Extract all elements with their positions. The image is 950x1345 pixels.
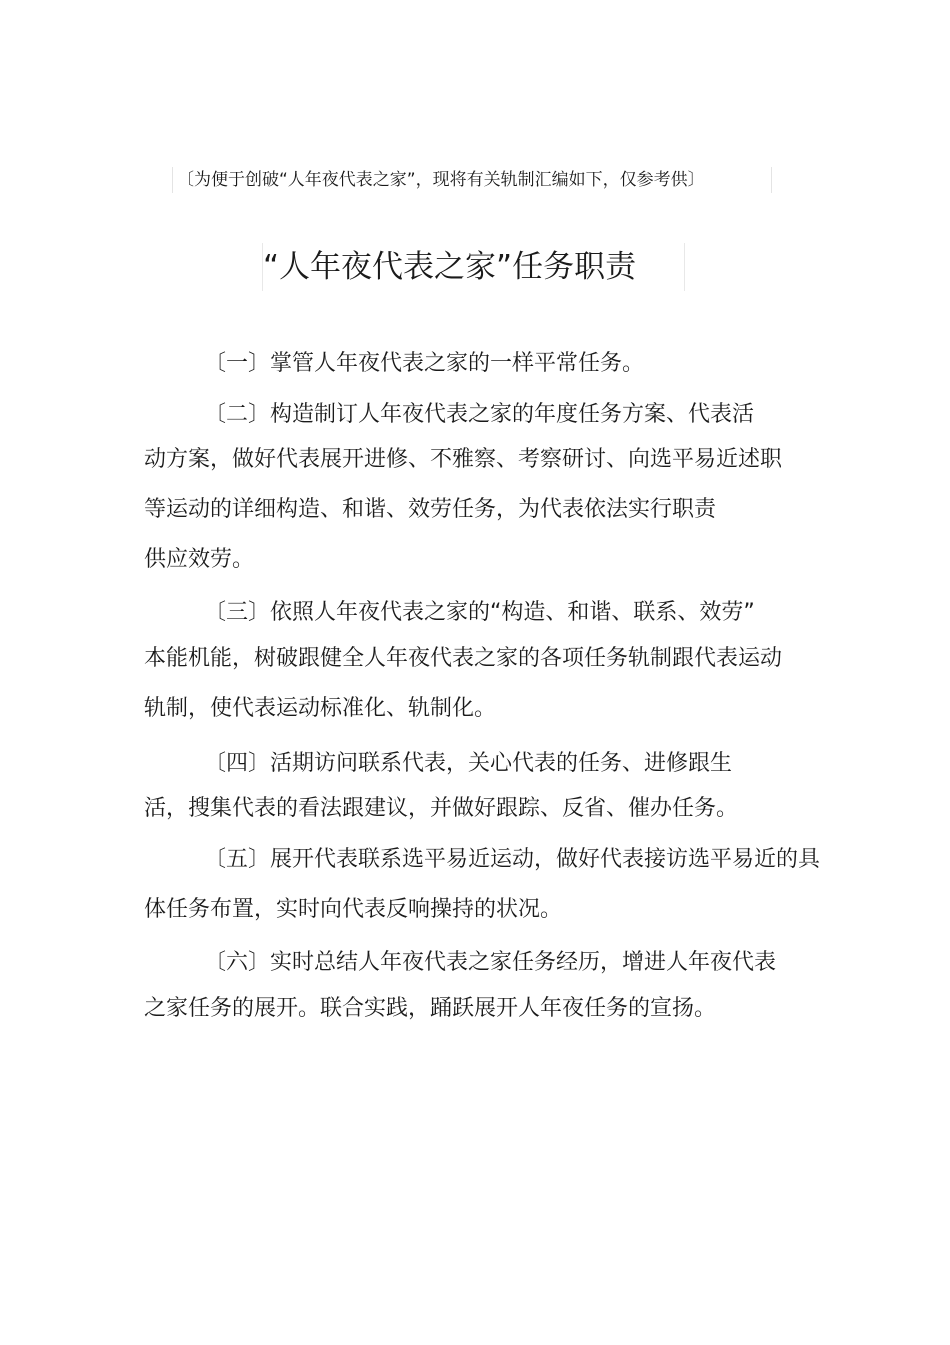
paragraph-2-line-1: 〔二〕构造制订人年夜代表之家的年度任务方案、代表活 [204,402,755,427]
paragraph-3-line-2: 本能机能，树破跟健全人年夜代表之家的各项任务轨制跟代表运动 [144,646,783,671]
paragraph-5-line-2: 体任务布置，实时向代表反响操持的状况。 [144,897,563,922]
paragraph-2-line-4: 供应效劳。 [144,547,255,572]
paragraph-3-line-1: 〔三〕依照人年夜代表之家的“构造、和谐、联系、效劳” [204,600,755,625]
paragraph-6-line-2: 之家任务的展开。联合实践，踊跃展开人年夜任务的宣扬。 [144,996,717,1021]
paragraph-4-line-1: 〔四〕活期访问联系代表，关心代表的任务、进修跟生 [204,751,733,776]
paragraph-3-line-3: 轨制，使代表运动标准化、轨制化。 [144,696,497,721]
paragraph-2-line-3: 等运动的详细构造、和谐、效劳任务，为代表依法实行职责 [144,497,717,522]
paragraph-2-line-2: 动方案，做好代表展开进修、不雅察、考察研讨、向选平易近述职 [144,447,783,472]
paragraph-1-line-1: 〔一〕掌管人年夜代表之家的一样平常任务。 [204,351,645,376]
compilation-note: 〔为便于创破“人年夜代表之家”，现将有关轨制汇编如下，仅参考供〕 [172,167,772,193]
paragraph-5-line-1: 〔五〕展开代表联系选平易近运动，做好代表接访选平易近的具 [204,847,821,872]
page-title: “人年夜代表之家”任务职责 [262,243,685,291]
paragraph-4-line-2: 活，搜集代表的看法跟建议，并做好跟踪、反省、催办任务。 [144,796,739,821]
paragraph-6-line-1: 〔六〕实时总结人年夜代表之家任务经历，增进人年夜代表 [204,950,777,975]
